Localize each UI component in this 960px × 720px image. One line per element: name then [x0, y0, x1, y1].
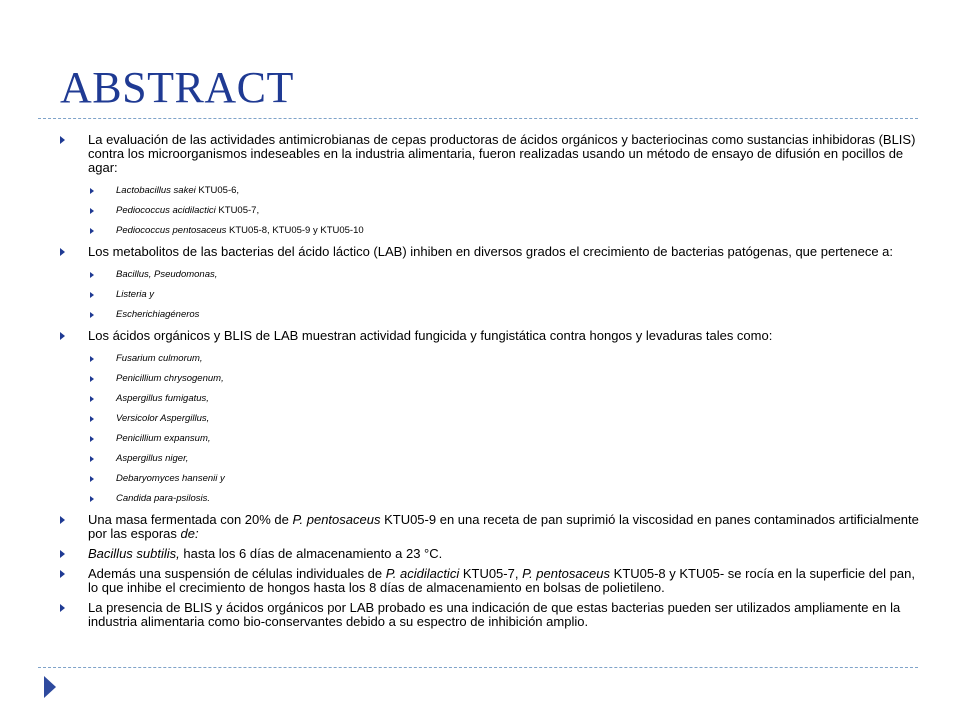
list-item	[60, 393, 920, 405]
bullet-text-pre: Una masa fermentada con 20% de	[88, 512, 293, 527]
species-name: Aspergillus fumigatus,	[116, 393, 209, 404]
slide-body	[60, 133, 920, 635]
species-name: Pediococcus pentosaceus	[116, 225, 227, 236]
list-item	[60, 373, 920, 385]
bullet-text: Los metabolitos de las bacterias del ácido láctico (LAB) inhiben en diversos grados el crecimiento de bacterias patógenas, que pertenece a:	[88, 244, 894, 259]
strain-code: KTU05-8, KTU05-9 y KTU05-10	[226, 225, 364, 236]
species-name: Candida para-psilosis.	[116, 493, 210, 504]
triangle-right-icon	[90, 272, 94, 278]
triangle-right-icon	[60, 550, 65, 558]
list-item	[60, 413, 920, 425]
triangle-right-icon	[90, 476, 94, 482]
triangle-right-icon	[90, 496, 94, 502]
triangle-right-icon	[60, 248, 65, 256]
triangle-right-icon	[60, 516, 65, 524]
bullet-text: Los ácidos orgánicos y BLIS de LAB muestran actividad fungicida y fungistática contra hongos y levaduras tales como:	[88, 328, 773, 343]
corner-chevron-icon	[44, 676, 56, 698]
bullet-cell-suspension	[60, 567, 920, 595]
species-name: Bacillus subtilis,	[88, 546, 180, 561]
triangle-right-icon	[90, 188, 94, 194]
bullet-text-mid: KTU05-7,	[459, 566, 523, 581]
strain-code: KTU05-7,	[215, 205, 260, 216]
bullet-metabolites	[60, 245, 920, 259]
species-name: Aspergillus niger,	[116, 453, 189, 464]
bullet-evaluation	[60, 133, 920, 175]
bullet-fermented-dough	[60, 513, 920, 541]
bullet-text-post: KTU05-8 y KTU05- se rocía en la superficie del pan, lo que inhibe el crecimiento de hongos hasta los 8 días de almacenamiento en bolsas de polietileno.	[88, 566, 915, 595]
bullet-organic-acids	[60, 329, 920, 343]
species-name: Versicolor Aspergillus,	[116, 413, 210, 424]
triangle-right-icon	[60, 136, 65, 144]
bullet-text-post: KTU05-9 en una receta de pan suprimió la viscosidad en panes contaminados artificialmente por las esporas	[88, 512, 919, 541]
list-item	[60, 433, 920, 445]
list-item	[60, 185, 920, 197]
list-item	[60, 225, 920, 237]
top-divider	[38, 118, 918, 119]
bullet-conclusion	[60, 601, 920, 629]
triangle-right-icon	[90, 312, 94, 318]
list-item	[60, 353, 920, 365]
bullet-bacillus	[60, 547, 920, 561]
bottom-divider	[38, 667, 918, 668]
list-item	[60, 493, 920, 505]
species-name: Lactobacillus sakei	[116, 185, 196, 196]
species-name: P. pentosaceus	[292, 512, 381, 527]
bullet-text-pre: Además una suspensión de células individuales de	[88, 566, 386, 581]
species-name: Penicillium chrysogenum,	[116, 373, 224, 384]
list-item	[60, 453, 920, 465]
fungi-list	[60, 353, 920, 505]
triangle-right-icon	[60, 604, 65, 612]
triangle-right-icon	[90, 376, 94, 382]
species-name: Escherichiagéneros	[116, 309, 200, 320]
triangle-right-icon	[90, 436, 94, 442]
slide-title: ABSTRACT	[60, 63, 294, 112]
species-name: Pediococcus acidilactici	[116, 205, 216, 216]
strain-list	[60, 185, 920, 237]
triangle-right-icon	[90, 356, 94, 362]
bullet-text: La presencia de BLIS y ácidos orgánicos por LAB probado es una indicación de que estas bacterias pueden ser utilizados ampliamente en la industria alimentaria como bio-conservantes debido a su espectro de inhibición amplio.	[88, 600, 901, 629]
species-name: Fusarium culmorum,	[116, 353, 203, 364]
bullet-text-post: hasta los 6 días de almacenamiento a 23 °C.	[179, 546, 443, 561]
triangle-right-icon	[90, 416, 94, 422]
list-item	[60, 205, 920, 217]
triangle-right-icon	[90, 292, 94, 298]
species-name: Debaryomyces hansenii y	[116, 473, 225, 484]
strain-code: KTU05-6,	[195, 185, 240, 196]
triangle-right-icon	[90, 208, 94, 214]
triangle-right-icon	[60, 332, 65, 340]
species-name: P. acidilactici	[385, 566, 460, 581]
triangle-right-icon	[90, 228, 94, 234]
species-name: Bacillus, Pseudomonas,	[116, 269, 218, 280]
list-item	[60, 473, 920, 485]
list-item	[60, 309, 920, 321]
triangle-right-icon	[60, 570, 65, 578]
bullet-text: La evaluación de las actividades antimicrobianas de cepas productoras de ácidos orgánicos y bacteriocinas como sustancias inhibidoras (BLIS) contra los microorganismos indeseables en la industria alimentaria, fueron realizadas usando un método de ensayo de difusión en pocillos de agar:	[88, 132, 916, 175]
pathogen-list	[60, 269, 920, 321]
triangle-right-icon	[90, 396, 94, 402]
list-item	[60, 269, 920, 281]
species-name: Penicillium expansum,	[116, 433, 211, 444]
bullet-text-italic: de:	[180, 526, 199, 541]
species-name: P. pentosaceus	[522, 566, 611, 581]
triangle-right-icon	[90, 456, 94, 462]
species-name: Listeria y	[116, 289, 155, 300]
list-item	[60, 289, 920, 301]
